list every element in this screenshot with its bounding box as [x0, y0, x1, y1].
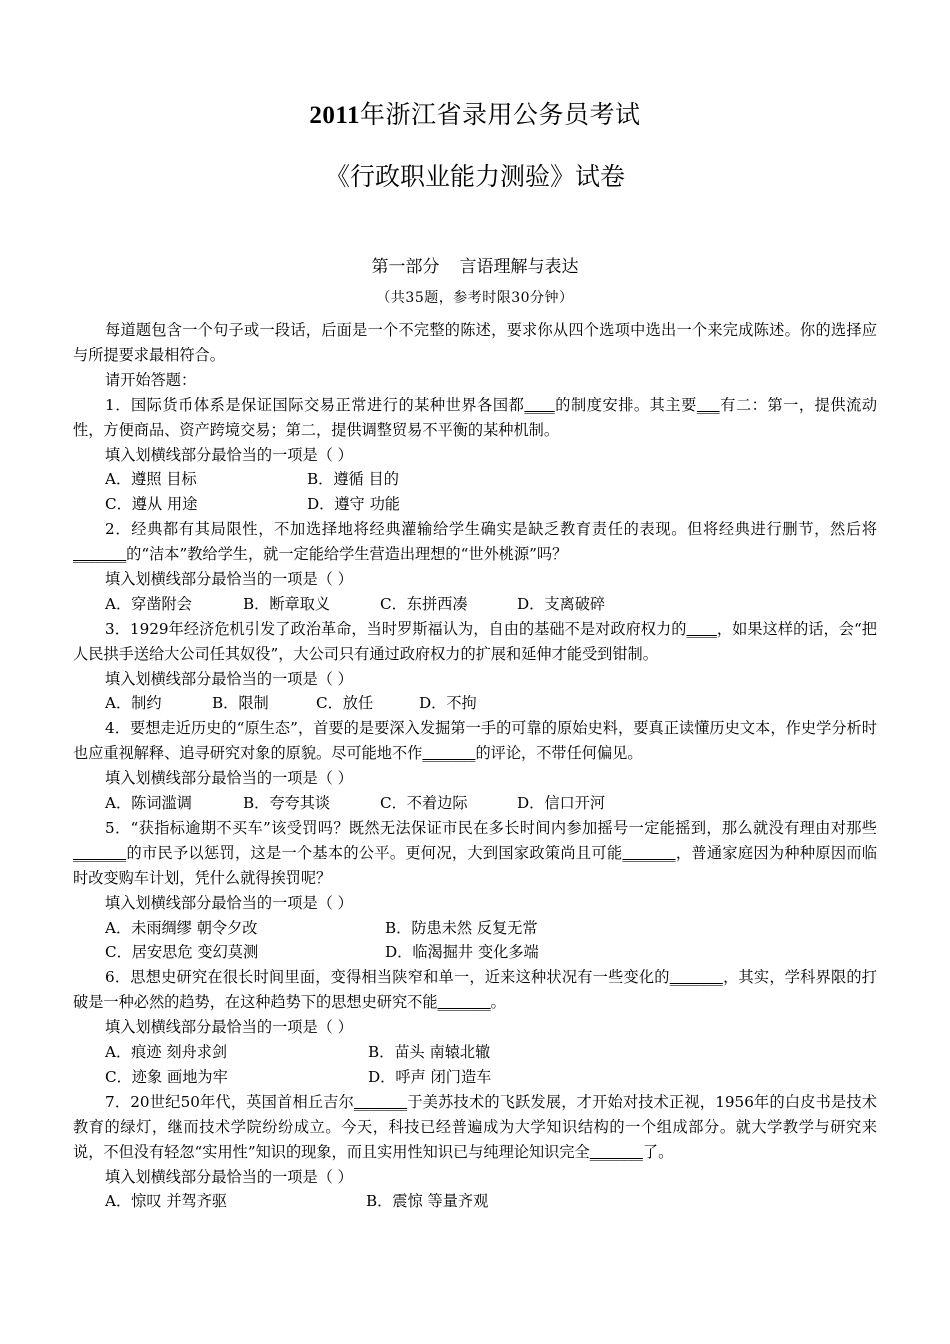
option-d: D．信口开河	[517, 794, 606, 813]
question-7-prompt: 填入划横线部分最恰当的一项是（ ）	[105, 1167, 353, 1186]
question-7-stem: 7．20世纪50年代，英国首相丘吉尔_______于美苏技术的飞跃发展，才开始对技术正视，1956年的白皮书是技术教育的绿灯，继而技术学院纷纷成立。今天，科技已经普遍成为大学知识结构的一个组成部分。就大学教学与研究来说，不但没有轻忽“实用性”知识的现象，而且实用性知识已与纯理论知识完全_______了。	[73, 1092, 877, 1161]
option-b: B．夸夸其谈	[243, 794, 331, 813]
option-a: A．陈词滥调	[105, 794, 192, 813]
option-a: A．遵照 目标	[105, 470, 197, 489]
question-5-options-row	[73, 916, 877, 941]
option-c: C．迹象 画地为牢	[105, 1067, 228, 1086]
option-a: A．未雨绸缪 朝令夕改	[105, 918, 258, 937]
question-1-stem: 1．国际货币体系是保证国际交易正常进行的某种世界各国都____的制度安排。其主要___有二：第一，提供流动性，方便商品、资产跨境交易；第二，提供调整贸易不平衡的某种机制。	[73, 395, 878, 439]
option-d: D．支离破碎	[517, 594, 606, 613]
option-b: B．防患未然 反复无常	[385, 918, 538, 937]
question-4-options-row	[73, 791, 877, 816]
option-b: B．苗头 南辕北辙	[368, 1043, 491, 1062]
option-d: D．遵守 功能	[307, 495, 400, 514]
question-4-stem: 4．要想走近历史的“原生态”，首要的是要深入发掘第一手的可靠的原始史料，要真正读懂历史文本，作史学分析时也应重视解释、追寻研究对象的原貌。尽可能地不作_______的评论，不带任何偏见。	[73, 719, 877, 763]
start-prompt: 请开始答题：	[105, 370, 197, 389]
option-b: B．遵循 目的	[307, 470, 399, 489]
instructions: 每道题包含一个句子或一段话，后面是一个不完整的陈述，要求你从四个选项中选出一个来完成陈述。你的选择应与所提要求最相符合。	[73, 321, 877, 364]
question-6-options-row	[73, 1065, 877, 1090]
blank: _______	[422, 744, 476, 763]
question-6-options-row	[73, 1040, 877, 1065]
blank: ___	[696, 395, 720, 414]
option-b: B．震惊 等量齐观	[366, 1192, 489, 1211]
option-a: A．惊叹 并驾齐驱	[105, 1192, 228, 1211]
question-2-prompt: 填入划横线部分最恰当的一项是（ ）	[105, 570, 353, 588]
question-1-options-row	[73, 467, 877, 492]
question-3-options-row	[73, 691, 877, 716]
question-3-stem: 3．1929年经济危机引发了政治革命，当时罗斯福认为，自由的基础不是对政府权力的____，如果这样的话，会“把人民拱手送给大公司任其奴役”，大公司只有通过政府权力的扩展和延伸才能受到钳制。	[73, 619, 877, 663]
option-b: B．断章取义	[243, 594, 331, 613]
section-part: 第一部分	[371, 257, 440, 277]
question-4-prompt: 填入划横线部分最恰当的一项是（ ）	[105, 769, 353, 788]
question-2-stem: 2．经典都有其局限性，不加选择地将经典灌输给学生确实是缺乏教育责任的表现。但将经典进行删节，然后将_______的“洁本”教给学生，就一定能给学生营造出理想的“世外桃源”吗？	[73, 520, 877, 564]
blank: _______	[437, 993, 491, 1012]
exam-title	[0, 95, 950, 131]
title-text: 年浙江省录用公务员考试	[360, 100, 641, 129]
option-c: C．放任	[316, 694, 374, 713]
section-heading	[0, 252, 950, 277]
section-name: 言语理解与表达	[459, 257, 579, 277]
title-year: 2011	[309, 102, 361, 129]
option-c: C．东拼西凑	[380, 594, 468, 613]
option-d: D．临渴掘井 变化多端	[385, 943, 539, 962]
option-d: D．不拘	[419, 694, 477, 713]
blank: ____	[686, 619, 717, 638]
question-1-options-row	[73, 492, 877, 517]
blank: ____	[524, 395, 555, 414]
option-c: C．遵从 用途	[105, 495, 198, 514]
option-c: C．居安思危 变幻莫测	[105, 943, 259, 962]
blank: _______	[622, 843, 676, 862]
blank: _______	[73, 545, 127, 564]
blank: _______	[354, 1092, 408, 1111]
blank: _______	[669, 968, 723, 987]
option-d: D．呼声 闭门造车	[368, 1067, 492, 1086]
exam-subtitle: 《行政职业能力测验》试卷	[324, 162, 625, 191]
exam-body	[73, 318, 877, 1214]
option-b: B．限制	[212, 694, 269, 713]
option-a: A．痕迹 刻舟求剑	[105, 1043, 228, 1062]
question-1-prompt: 填入划横线部分最恰当的一项是（ ）	[105, 445, 353, 464]
question-5-prompt: 填入划横线部分最恰当的一项是（ ）	[105, 893, 353, 912]
question-7-options-row	[73, 1189, 877, 1214]
question-5-options-row	[73, 940, 877, 965]
option-a: A．制约	[105, 694, 162, 713]
blank: _______	[73, 843, 127, 862]
option-c: C．不着边际	[380, 794, 468, 813]
section-time-note: （共35题，参考时限30分钟）	[376, 290, 574, 306]
option-a: A．穿凿附会	[105, 594, 192, 613]
question-5-stem: 5．“获指标逾期不买车”该受罚吗？既然无法保证市民在多长时间内参加摇号一定能摇到，那么就没有理由对那些_______的市民予以惩罚，这是一个基本的公平。更何况，大到国家政策尚且可能_______，普通家庭因为种种原因而临时改变购车计划，凭什么就得挨罚呢？	[73, 818, 878, 887]
question-2-options-row	[73, 592, 877, 617]
question-6-prompt: 填入划横线部分最恰当的一项是（ ）	[105, 1018, 353, 1037]
blank: _______	[589, 1142, 643, 1161]
question-6-stem: 6．思想史研究在很长时间里面，变得相当陕窄和单一，近来这种状况有一些变化的_______，其实，学科界限的打破是一种必然的趋势，在这种趋势下的思想史研究不能_______。	[73, 968, 877, 1012]
question-3-prompt: 填入划横线部分最恰当的一项是（ ）	[105, 669, 353, 688]
